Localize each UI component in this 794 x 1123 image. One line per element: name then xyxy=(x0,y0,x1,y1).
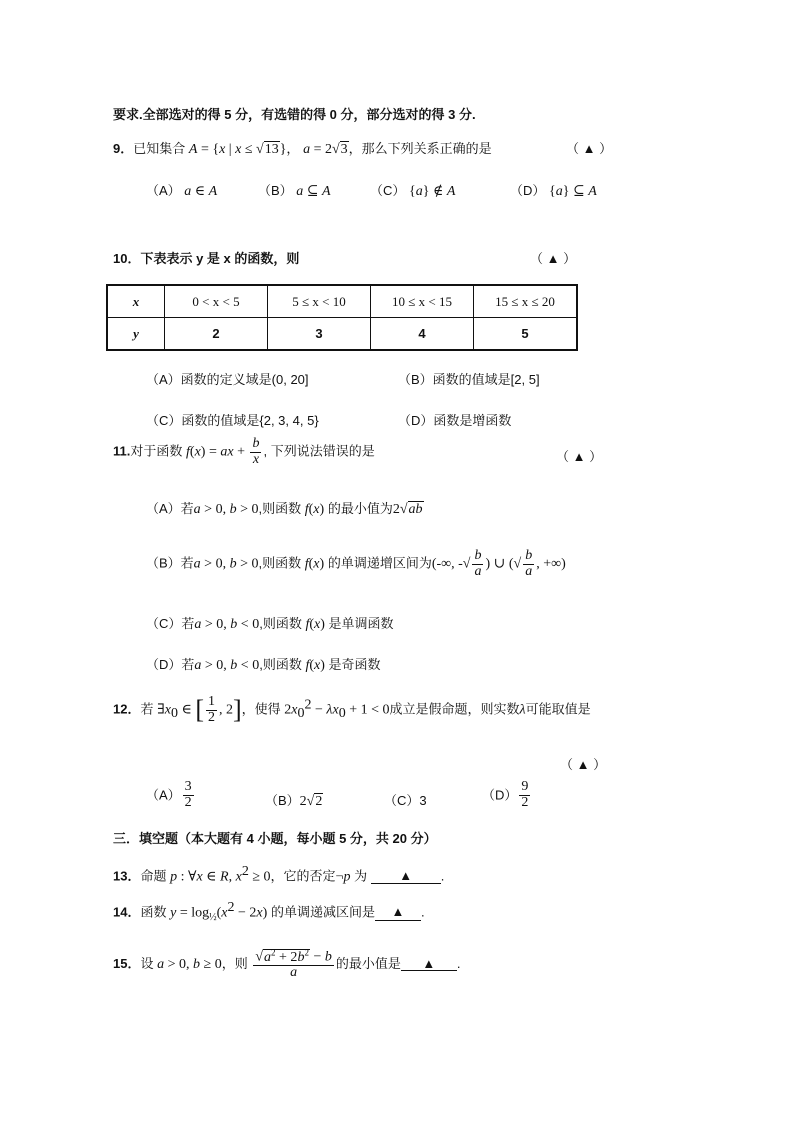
question-11-stem: 11.对于函数 f(x) = ax + $\frac{b}{x}$ , 下列说法错误的是 xyxy=(113,436,375,467)
blank-15: ▲ xyxy=(401,957,457,971)
option-10a: （A）函数的定义域是(0, 20] xyxy=(146,372,309,387)
question-10-stem: 10．下表表示 y 是 x 的函数，则 xyxy=(113,251,300,266)
option-11b: （B）若a > 0, b > 0,则函数 f(x) 的单调递增区间为(-∞, -√ $\frac{b}{a}$ ) ∪ (√ $\frac{b}{a}$ , +∞) xyxy=(146,548,566,579)
table-cell: 0 < x < 5 xyxy=(165,285,268,318)
answer-mark-9: （ ▲ ） xyxy=(566,141,613,156)
table-row-y xyxy=(107,318,577,351)
table-cell: 2 xyxy=(165,318,268,351)
table-cell: x xyxy=(107,285,165,318)
option-10b: （B）函数的值域是[2, 5] xyxy=(398,372,540,387)
option-10d: （D）函数是增函数 xyxy=(398,413,512,428)
table-cell: 5 ≤ x < 10 xyxy=(268,285,371,318)
table-cell: 3 xyxy=(268,318,371,351)
option-11d: （D）若a > 0, b < 0,则函数 f(x) 是奇函数 xyxy=(146,657,381,673)
table-row-x xyxy=(107,285,577,318)
table-cell: 4 xyxy=(371,318,474,351)
option-9c: （C） {a} ∉ A xyxy=(370,183,456,199)
option-9d: （D） {a} ⊆ A xyxy=(510,183,597,199)
blank-13: ▲ xyxy=(371,868,441,884)
answer-mark-12: （ ▲ ） xyxy=(560,757,607,772)
table-cell: y xyxy=(107,318,165,351)
blank-14: ▲ xyxy=(375,905,421,920)
question-9-stem: 9．已知集合 A = {x | x ≤ √13}， a = 2√3，那么下列关系正确的是 xyxy=(113,141,492,157)
option-12d: （D） $\frac{9}{2}$ xyxy=(482,779,529,810)
answer-mark-10: （ ▲ ） xyxy=(530,251,577,266)
scoring-requirement: 要求.全部选对的得 5 分，有选错的得 0 分，部分选对的得 3 分. xyxy=(113,107,476,122)
option-9b: （B） a ⊆ A xyxy=(258,183,331,199)
section-3-title: 三．填空题（本大题有 4 小题，每小题 5 分，共 20 分） xyxy=(113,831,437,846)
question-15: 15．设 a > 0, b ≥ 0，则 $\frac{√a^2 + 2b^2 - b}{a}$ 的最小值是 ▲ . xyxy=(113,947,461,981)
question-12-stem: 12．若 $\exists x_0$ ∈ [ $\frac{1}{2}$ , 2]，使得 $2x_0^2 - \lambda x_0 + 1 < 0$成立是假命题，则实数λ可能取值是 xyxy=(113,694,591,725)
option-11c: （C）若a > 0, b < 0,则函数 f(x) 是单调函数 xyxy=(146,616,394,632)
option-10c: （C）函数的值域是{2, 3, 4, 5} xyxy=(146,413,319,428)
option-12a: （A） $\frac{3}{2}$ xyxy=(146,779,192,810)
question-13: 13．命题 p : ∀x ∈ R, $x^2 \ge 0$，它的否定¬p 为 ▲ . xyxy=(113,864,445,885)
table-cell: 15 ≤ x ≤ 20 xyxy=(474,285,578,318)
question-14: 14．函数 $y = \log_{\frac{1}{2}}(x^2 - 2x)$ 的单调递减区间是 ▲ . xyxy=(113,900,425,923)
answer-mark-11: （ ▲ ） xyxy=(556,449,603,464)
table-cell: 5 xyxy=(474,318,578,351)
option-12b: （B）2√2 xyxy=(265,793,323,809)
table-cell: 10 ≤ x < 15 xyxy=(371,285,474,318)
option-9a: （A） a ∈ A xyxy=(146,183,218,199)
option-12c: （C）3 xyxy=(384,793,427,808)
function-table xyxy=(106,284,578,351)
option-11a: （A）若a > 0, b > 0,则函数 f(x) 的最小值为2√ab xyxy=(146,501,423,517)
